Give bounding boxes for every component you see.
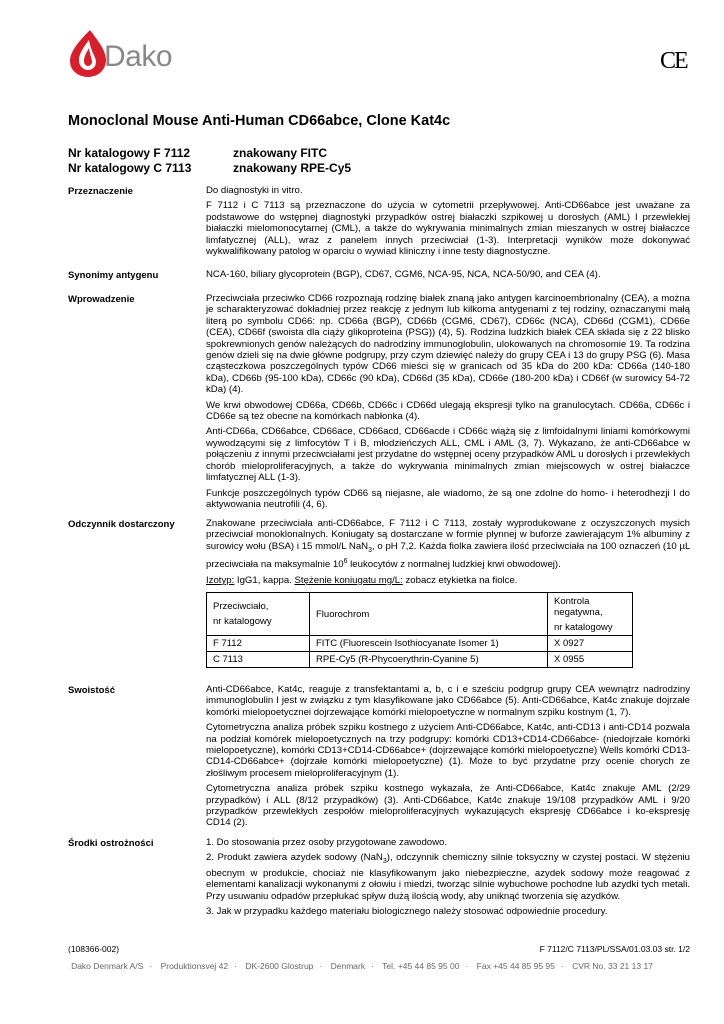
section-label-srodki: Środki ostrożności — [68, 838, 154, 849]
paragraph: Znakowane przeciwciała anti-CD66abce, F 7112 i C 7113, zostały wyprodukowane z oczyszczonych mysich przeciwciał monoklonalnych. Koniugaty są dostarczane w formie płynnej w buforze zawierającym 1% albuminy z surowicy wołu (BSA) i 15 mmol/L NaN$_3$, o pH 7,2. Każda fiolka zawiera ilość przeciwciała na 100 oznaczeń (10 µL przeciwciała na maksymalnie $10^6$ leukocytów z normalnej ludzkiej krwi obwodowej). — [206, 518, 690, 571]
section-label-synonimy: Synonimy antygenu — [68, 270, 159, 281]
address-part: CVR No. 33 21 13 17 — [572, 961, 653, 971]
catalog-row — [68, 146, 328, 160]
section-label-wprowadzenie: Wprowadzenie — [68, 294, 135, 305]
table-header-cell: Fluorochrom — [310, 593, 548, 636]
address-part: DK-2600 Glostrup — [245, 961, 314, 971]
section-body-przeznaczenie — [206, 185, 690, 261]
paragraph: Cytometryczna analiza próbek szpiku kostnego wykazała, że Anti-CD66abce, Kat4c znakuje AML (2/29 przypadków) i ALL (8/12 przypadków) (3). Anti-CD66abce, Kat4c znakuje 19/108 przypadków AML i 9/20 przypadków przewlekłych zespołów mieloproliferacyjnych wykazujących ekspresję CD66abce i ko-ekspresję CD14 (2). — [206, 783, 690, 829]
catalog-label: Nr katalogowy C 7113 — [68, 161, 192, 175]
catalog-row — [68, 161, 352, 175]
catalog-label: Nr katalogowy F 7112 — [68, 146, 191, 160]
paragraph: Przeciwciała przeciwko CD66 rozpoznają rodzinę białek znaną jako antygen karcinoembrionalny (CEA), a można je scharakteryzować dokładniej przez reakcję z jednym lub kilkoma antygenami z tej rodziny, oznaczanymi małą literą po symbolu CD66: np. CD66a (BGP), CD66b (CGM6, CD67), CD66c (NCA), CD66d (CGM1), CD66e (CEA), CD66f (swoista dla ciąży glikoproteina (PSG)) (4), 5). Rodzina ludzkich białek CEA składa się z 22 blisko spokrewnionych genów należących do nadrodziny immunoglobulin, ulokowanych na chromosomie 19. Ta rodzina genów dzieli się na dwie główne podgrupy, przy czym dziewięć należy do grupy CEA i 13 do grupy PSG (6). Masa cząsteczkowa poszczególnych typów CD66 mieści się w granicach od 35 kDa do 200 kDa: CD66a (140-180 kDa), CD66b (95-100 kDa), CD66c (90 kDa), CD66d (35 kDa), CD66e (180-200 kDa) i CD66f (w surowicy 54-72 kDa) (4). — [206, 293, 690, 396]
address-part: Tel. +45 44 85 95 00 — [382, 961, 460, 971]
document-code: (108366-002) — [68, 944, 120, 954]
brand-name: Dako — [104, 40, 173, 73]
section-body-swoistosc — [206, 684, 690, 833]
paragraph: Anti-CD66abce, Kat4c, reaguje z transfektantami a, b, c i e sześciu podgrup grupy CEA wewnątrz nadrodziny immunoglobulin I jest w związku z tym klasyfikowane jako CD66abce (5). Anti-CD66abce, Kat4c znakuje dojrzałe komórki mielopoetycznei dojrzewające komórki mielopoetyczne w normalnym szpiku kostnym (1, 7). — [206, 684, 690, 718]
catalog-value: znakowany RPE-Cy5 — [233, 161, 352, 175]
paragraph: Anti-CD66a, CD66abce, CD66ace, CD66acd, CD66acde i CD66c wiążą się z limfoidalnymi liniami komórkowymi wywodzącymi się z limfocytów T i B, młodzieńczych ALL, CML i AML (3, 7). Wykazano, że anti-CD66abce w połączeniu z innymi przeciwciałami jest przydatne do wstępnej oceny przypadków AML u dorosłych i przewlekłych chorób mieloproliferacyjnych, a także do wykrywania minimalnych zmian miejscowych w ostrej białaczce limfatycznej ALL (1-3). — [206, 426, 690, 484]
section-label-swoistosc: Swoistość — [68, 685, 115, 696]
section-body-synonimy — [206, 269, 690, 284]
paragraph: 1. Do stosowania przez osoby przygotowane zawodowo. — [206, 837, 448, 848]
table-cell: C 7113 — [207, 652, 310, 668]
paragraph: We krwi obwodowej CD66a, CD66b, CD66c i CD66d ulegają ekspresji tylko na granulocytach. CD66a, CD66c i CD66e są też obecne na komórkach nabłonka (4). — [206, 399, 690, 423]
paragraph: Izotyp: IgG1, kappa. Stężenie koniugatu mg/L: zobacz etykietka na fiolce. — [206, 574, 518, 586]
page-reference: F 7112/C 7113/PL/SSA/01.03.03 str. 1/2 — [539, 944, 690, 954]
document-title: Monoclonal Mouse Anti-Human CD66abce, Clone Kat4c — [68, 113, 451, 129]
table-row — [207, 636, 633, 652]
paragraph: 3. Jak w przypadku każdego materiału biologicznego należy stosować odpowiednie procedury. — [206, 905, 608, 917]
address-part: Fax +45 44 85 95 95 — [476, 961, 555, 971]
table-cell: X 0955 — [548, 652, 633, 668]
table-header-row — [207, 593, 633, 636]
section-label-przeznaczenie: Przeznaczenie — [68, 186, 133, 197]
paragraph: Cytometryczna analiza próbek szpiku kostnego z użyciem Anti-CD66abce, Kat4c, anti-CD13 i anti-CD14 pozwala na podział komórek mielopoetycznych na trzy podgrupy: komórki CD13+CD14-CD66abce- (niedojrzałe komórki mielopoetyczne), komórki CD13+CD14-CD66abce+ (dojrzewające komórki mielopoetyczne) Wells komórki CD13-CD14-CD66abce+ (dojrzałe komórki mielopoetyczne) (1). Może to być przydatne przy ocenie chorych ze złośliwym procesem mieloproliferacyjnym (1). — [206, 722, 690, 779]
paragraph: Funkcje poszczególnych typów CD66 są niejasne, ale wiadomo, że są one zdolne do homo- i heterodhezji I do aktywowania neutrofili (4, 6). — [206, 487, 690, 510]
table-cell: F 7112 — [207, 636, 310, 652]
table-cell: FITC (Fluorescein Isothiocyanate Isomer 1) — [310, 636, 548, 652]
section-label-odczynnik: Odczynnik dostarczony — [68, 519, 175, 530]
section-body-odczynnik — [206, 518, 690, 590]
table-header-cell: Przeciwciało, nr katalogowy — [207, 593, 310, 636]
company-address: Dako Denmark A/S · Produktionsvej 42 · DK-2600 Glostrup · Denmark · Tel. +45 44 85 95 00 · Fax +45 44 85 95 95 · CVR No. 33 21 13 17 — [71, 961, 653, 971]
catalog-value: znakowany FITC — [233, 146, 328, 160]
paragraph: 2. Produkt zawiera azydek sodowy (NaN$_3$), odczynnik chemiczny silnie toksyczny w czystej postaci. W stężeniu obecnym w produkcie, chociaż nie klasyfikowanym jako niebezpieczne, azydek sodowy może reagować z elementami kanalizacji wykonanymi z ołowiu i miedzi, tworząc silnie wybuchowe pochodne lub azydki tych metali. Przy usuwaniu odpadów przepłukać spływ dużą ilością wody, aby uniknąć tworzenia się azydków. — [206, 852, 690, 902]
table-header-cell: Kontrola negatywna, nr katalogowy — [548, 593, 633, 636]
table-row — [207, 652, 633, 668]
address-part: Dako Denmark A/S — [71, 961, 144, 971]
paragraph: F 7112 i C 7113 są przeznaczone do użycia w cytometrii przepływowej. Anti-CD66abce jest uważane za podstawowe do wstępnej diagnostyki przypadków ostrej białaczki szpikowej u dorosłych (AML) I przewlekłej białaczki mielomonocytarnej (CML), a także do wykrywania minimalnych zmian mieszanych w ostrej białaczce limfatycznej (ALL), wraz z panelem innych przeciwciał (1-3). Interpretacji wyników może dokonywać wykwalifikowany patolog w oparciu o wywiad kliniczny i inne testy diagnostyczne. — [206, 200, 690, 258]
fluorochrome-table — [206, 592, 633, 668]
address-part: Produktionsvej 42 — [160, 961, 229, 971]
paragraph: NCA-160, biliary glycoprotein (BGP), CD67, CGM6, NCA-95, NCA, NCA-50/90, and CEA (4). — [206, 269, 601, 280]
section-body-srodki — [206, 837, 690, 921]
address-part: Denmark — [330, 961, 366, 971]
section-body-wprowadzenie — [206, 293, 690, 514]
ce-mark: CE — [660, 48, 687, 74]
paragraph: Do diagnostyki in vitro. — [206, 185, 303, 196]
table-cell: RPE-Cy5 (R-Phycoerythrin-Cyanine 5) — [310, 652, 548, 668]
table-cell: X 0927 — [548, 636, 633, 652]
